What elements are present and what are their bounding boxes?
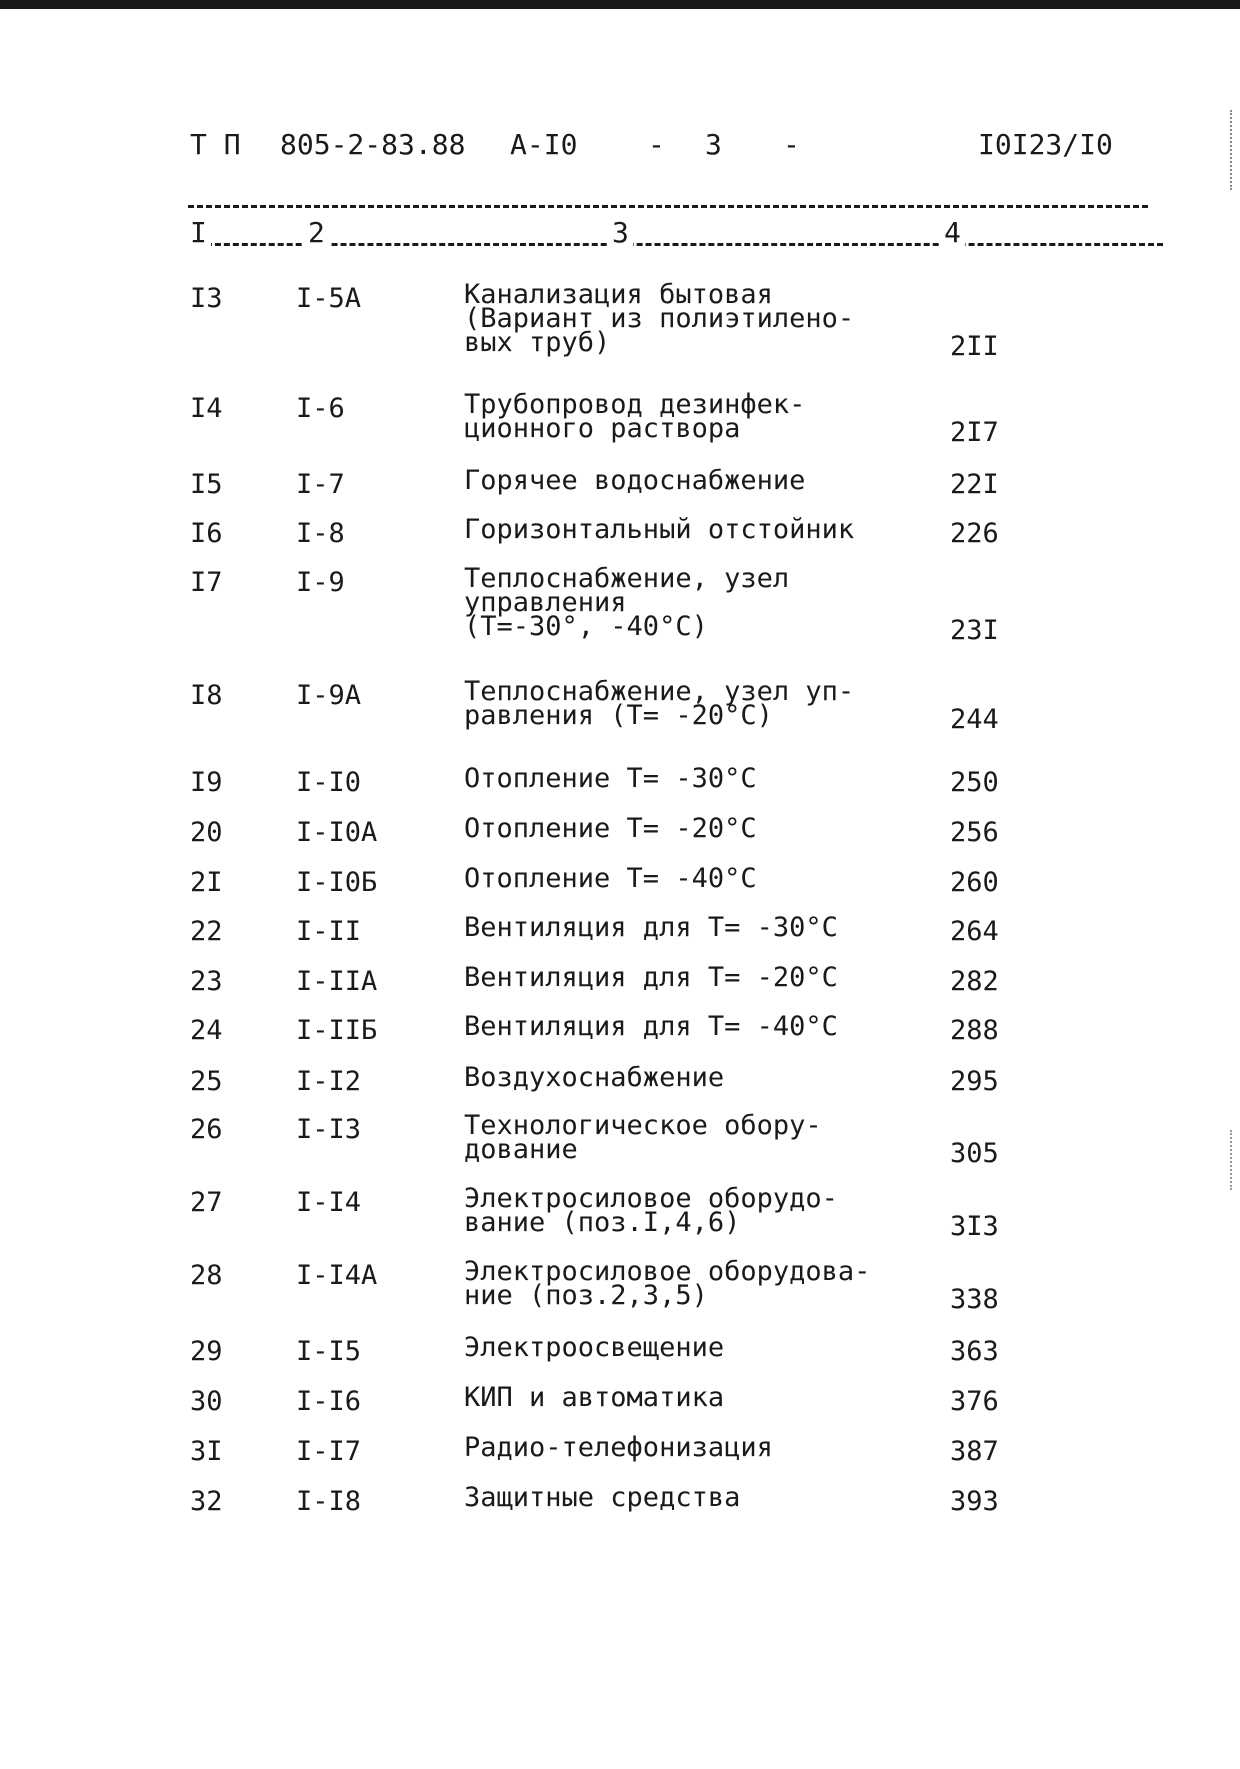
page-number: 288 bbox=[950, 1015, 999, 1046]
sheet-code: I-II bbox=[296, 916, 362, 947]
page-number: 2II bbox=[950, 331, 999, 362]
sheet-code: I-9А bbox=[296, 680, 362, 711]
row-number: 27 bbox=[190, 1187, 223, 1218]
row-number: I8 bbox=[190, 680, 223, 711]
section-title-line: равления (Т= -20°С) bbox=[464, 700, 773, 731]
section-title-line: Вентиляция для Т= -30°С bbox=[464, 912, 838, 943]
section-title-line: (Вариант из полиэтилено- bbox=[464, 303, 855, 334]
section-title-line: Электросиловое оборудо- bbox=[464, 1183, 838, 1214]
section-title bbox=[464, 1382, 725, 1413]
section-title-line: Горизонтальный отстойник bbox=[464, 514, 855, 545]
section-title-line: вание (поз.I,4,6) bbox=[464, 1207, 741, 1238]
sheet-code: I-I8 bbox=[296, 1486, 362, 1517]
header-dash-left: - bbox=[648, 128, 665, 161]
sheet-code: I-I0 bbox=[296, 767, 362, 798]
section-title bbox=[464, 1110, 822, 1165]
page-number: 23I bbox=[950, 615, 999, 646]
sheet-code: I-IIБ bbox=[296, 1015, 378, 1046]
sheet-code: I-I3 bbox=[296, 1114, 362, 1145]
section-title-line: Воздухоснабжение bbox=[464, 1062, 725, 1093]
page-number: 387 bbox=[950, 1436, 999, 1467]
section-title bbox=[464, 763, 757, 794]
page-number: 3I3 bbox=[950, 1211, 999, 1242]
row-number: 29 bbox=[190, 1336, 223, 1367]
sheet-code: I-IIА bbox=[296, 966, 378, 997]
section-title-line: ционного раствора bbox=[464, 413, 741, 444]
section-title-line: КИП и автоматика bbox=[464, 1382, 725, 1413]
section-title-line: Теплоснабжение, узел уп- bbox=[464, 676, 855, 707]
page-number: 393 bbox=[950, 1486, 999, 1517]
header-page-number: 3 bbox=[705, 128, 722, 161]
sheet-code: I-6 bbox=[296, 393, 345, 424]
row-number: 24 bbox=[190, 1015, 223, 1046]
page-number: 305 bbox=[950, 1138, 999, 1169]
sheet-code: I-8 bbox=[296, 518, 345, 549]
sheet-code: I-9 bbox=[296, 567, 345, 598]
scan-artifact bbox=[1230, 1130, 1234, 1190]
column-header-underline bbox=[188, 243, 1163, 246]
section-title bbox=[464, 813, 757, 844]
section-title bbox=[464, 514, 855, 545]
section-title-line: Канализация бытовая bbox=[464, 279, 773, 310]
row-number: 32 bbox=[190, 1486, 223, 1517]
header-code: 805-2-83.88 bbox=[280, 128, 466, 161]
sheet-code: I-I0Б bbox=[296, 867, 378, 898]
page-number: 22I bbox=[950, 469, 999, 500]
section-title-line: Вентиляция для Т= -40°С bbox=[464, 1011, 838, 1042]
page-number: 260 bbox=[950, 867, 999, 898]
section-title-line: дование bbox=[464, 1134, 578, 1165]
sheet-code: I-I2 bbox=[296, 1066, 362, 1097]
column-header-2: 2 bbox=[304, 216, 329, 249]
row-number: 28 bbox=[190, 1260, 223, 1291]
sheet-code: I-7 bbox=[296, 469, 345, 500]
page-number: 363 bbox=[950, 1336, 999, 1367]
section-title-line: Горячее водоснабжение bbox=[464, 465, 806, 496]
document-header bbox=[0, 128, 1240, 168]
sheet-code: I-I4А bbox=[296, 1260, 378, 1291]
section-title-line: Теплоснабжение, узел bbox=[464, 563, 790, 594]
sheet-code: I-I7 bbox=[296, 1436, 362, 1467]
column-header-1: I bbox=[186, 216, 211, 249]
row-number: 26 bbox=[190, 1114, 223, 1145]
page-number: 2I7 bbox=[950, 417, 999, 448]
sheet-code: I-I0А bbox=[296, 817, 378, 848]
section-title-line: Технологическое обору- bbox=[464, 1110, 822, 1141]
section-title-line: Трубопровод дезинфек- bbox=[464, 389, 806, 420]
section-title bbox=[464, 1062, 725, 1093]
section-title-line: Вентиляция для Т= -20°С bbox=[464, 962, 838, 993]
row-number: I4 bbox=[190, 393, 223, 424]
section-title bbox=[464, 1256, 871, 1311]
sheet-code: I-5А bbox=[296, 283, 362, 314]
section-title bbox=[464, 863, 757, 894]
section-title-line: Защитные средства bbox=[464, 1482, 741, 1513]
section-title-line: Отопление Т= -40°С bbox=[464, 863, 757, 894]
sheet-code: I-I6 bbox=[296, 1386, 362, 1417]
section-title-line: Электросиловое оборудова- bbox=[464, 1256, 871, 1287]
page-number: 256 bbox=[950, 817, 999, 848]
page-number: 264 bbox=[950, 916, 999, 947]
row-number: 30 bbox=[190, 1386, 223, 1417]
section-title bbox=[464, 1011, 838, 1042]
sheet-code: I-I5 bbox=[296, 1336, 362, 1367]
header-doc-number: I0I23/I0 bbox=[978, 128, 1113, 161]
page-number: 226 bbox=[950, 518, 999, 549]
section-title bbox=[464, 1482, 741, 1513]
row-number: I3 bbox=[190, 283, 223, 314]
section-title-line: Отопление Т= -20°С bbox=[464, 813, 757, 844]
row-number: 23 bbox=[190, 966, 223, 997]
page-number: 250 bbox=[950, 767, 999, 798]
row-number: 25 bbox=[190, 1066, 223, 1097]
section-title-line: вых труб) bbox=[464, 327, 611, 358]
section-title-line: Отопление Т= -30°С bbox=[464, 763, 757, 794]
row-number: I5 bbox=[190, 469, 223, 500]
header-separator-dashed bbox=[188, 205, 1148, 208]
row-number: 3I bbox=[190, 1436, 223, 1467]
row-number: 20 bbox=[190, 817, 223, 848]
section-title-line: (Т=-30°, -40°С) bbox=[464, 611, 708, 642]
section-title bbox=[464, 389, 806, 444]
section-title-line: Радио-телефонизация bbox=[464, 1432, 773, 1463]
page-number: 244 bbox=[950, 704, 999, 735]
column-header-4: 4 bbox=[940, 216, 965, 249]
page-number: 376 bbox=[950, 1386, 999, 1417]
row-number: 2I bbox=[190, 867, 223, 898]
section-title bbox=[464, 676, 855, 731]
column-header-3: 3 bbox=[608, 216, 633, 249]
section-title-line: управления bbox=[464, 587, 627, 618]
sheet-code: I-I4 bbox=[296, 1187, 362, 1218]
section-title-line: ние (поз.2,3,5) bbox=[464, 1280, 708, 1311]
row-number: I7 bbox=[190, 567, 223, 598]
section-title bbox=[464, 563, 790, 642]
top-border-rule bbox=[0, 0, 1240, 9]
section-title bbox=[464, 465, 806, 496]
header-dash-right: - bbox=[783, 128, 800, 161]
section-title bbox=[464, 279, 855, 358]
row-number: I9 bbox=[190, 767, 223, 798]
section-title bbox=[464, 1432, 773, 1463]
section-title bbox=[464, 962, 838, 993]
header-series: Т П bbox=[190, 128, 241, 161]
page-number: 338 bbox=[950, 1284, 999, 1315]
page-number: 295 bbox=[950, 1066, 999, 1097]
section-title bbox=[464, 1183, 838, 1238]
section-title bbox=[464, 912, 838, 943]
section-title-line: Электроосвещение bbox=[464, 1332, 725, 1363]
row-number: I6 bbox=[190, 518, 223, 549]
header-album: А-I0 bbox=[510, 128, 578, 161]
row-number: 22 bbox=[190, 916, 223, 947]
page-number: 282 bbox=[950, 966, 999, 997]
section-title bbox=[464, 1332, 725, 1363]
